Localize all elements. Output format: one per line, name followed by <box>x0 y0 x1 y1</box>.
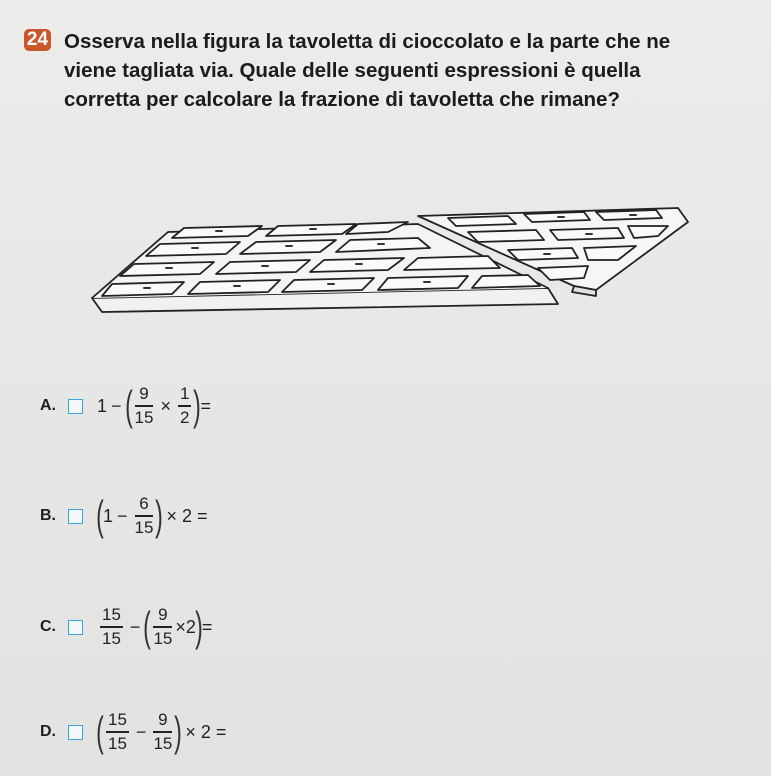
chocolate-bar-figure <box>88 200 708 330</box>
operator: − <box>111 395 122 416</box>
fraction <box>106 711 129 753</box>
numerator: 1 <box>179 384 190 404</box>
question-text <box>64 27 754 114</box>
equals-sign: = <box>200 395 211 416</box>
fraction <box>135 385 154 427</box>
left-paren: ( <box>143 603 152 650</box>
denominator: 15 <box>108 733 127 753</box>
denominator: 15 <box>102 628 121 648</box>
operator: − <box>135 721 147 742</box>
operator-tail: × 2 = <box>185 721 227 742</box>
denominator: 15 <box>134 517 154 537</box>
right-paren: ) <box>195 603 203 650</box>
fraction <box>100 606 123 648</box>
option-d <box>40 702 440 762</box>
denominator: 15 <box>153 628 173 648</box>
option-letter: C. <box>40 618 56 635</box>
left-paren: ( <box>124 382 133 429</box>
numerator: 9 <box>158 605 168 625</box>
option-c-expression <box>97 603 213 650</box>
question-header <box>24 27 754 114</box>
denominator: 15 <box>134 407 154 427</box>
denominator: 15 <box>153 733 173 753</box>
option-c <box>40 597 440 657</box>
numerator: 15 <box>108 710 127 730</box>
option-b-expression <box>96 492 212 539</box>
question-number-badge: 24 <box>24 29 51 51</box>
fraction-bar <box>106 731 129 733</box>
equals-sign: = <box>201 616 213 637</box>
fraction-bar <box>153 626 172 628</box>
option-letter: D. <box>40 723 56 740</box>
fraction-bar <box>100 626 123 628</box>
term: 1 <box>103 505 114 526</box>
fraction-bar <box>178 405 191 407</box>
numerator: 6 <box>139 494 149 514</box>
numerator: 15 <box>102 605 121 625</box>
fraction <box>135 495 154 537</box>
right-paren: ) <box>155 492 164 539</box>
numerator: 9 <box>158 710 168 730</box>
option-d-checkbox[interactable] <box>68 725 83 740</box>
option-a-checkbox[interactable] <box>68 399 83 414</box>
left-paren: ( <box>96 492 104 539</box>
option-c-checkbox[interactable] <box>68 620 83 635</box>
operator: × <box>160 395 171 416</box>
option-d-expression <box>96 708 230 755</box>
denominator: 2 <box>179 407 190 427</box>
option-b <box>40 486 440 546</box>
fraction-bar <box>153 731 172 733</box>
fraction <box>153 711 172 753</box>
option-b-checkbox[interactable] <box>68 509 83 524</box>
operator: − <box>129 616 141 637</box>
fraction-bar <box>135 405 154 407</box>
right-paren: ) <box>174 708 183 755</box>
question-line-2: viene tagliata via. Quale delle seguenti espressioni è quella <box>64 59 641 82</box>
question-line-1: Osserva nella figura la tavoletta di cioccolato e la parte che ne <box>64 30 671 53</box>
fraction-bar <box>135 515 154 517</box>
operator-tail: × 2 = <box>166 505 208 526</box>
fraction <box>178 385 191 427</box>
numerator: 9 <box>139 384 149 404</box>
option-a <box>40 376 440 436</box>
fraction <box>153 606 172 648</box>
option-a-expression <box>97 382 211 429</box>
left-paren: ( <box>96 708 104 755</box>
option-letter: A. <box>40 397 56 414</box>
operator: − <box>117 505 128 526</box>
operator: ×2 <box>175 616 196 637</box>
term: 1 <box>97 395 108 416</box>
option-letter: B. <box>40 507 56 524</box>
question-line-3: corretta per calcolare la frazione di tavoletta che rimane? <box>64 88 620 111</box>
right-paren: ) <box>193 382 202 429</box>
